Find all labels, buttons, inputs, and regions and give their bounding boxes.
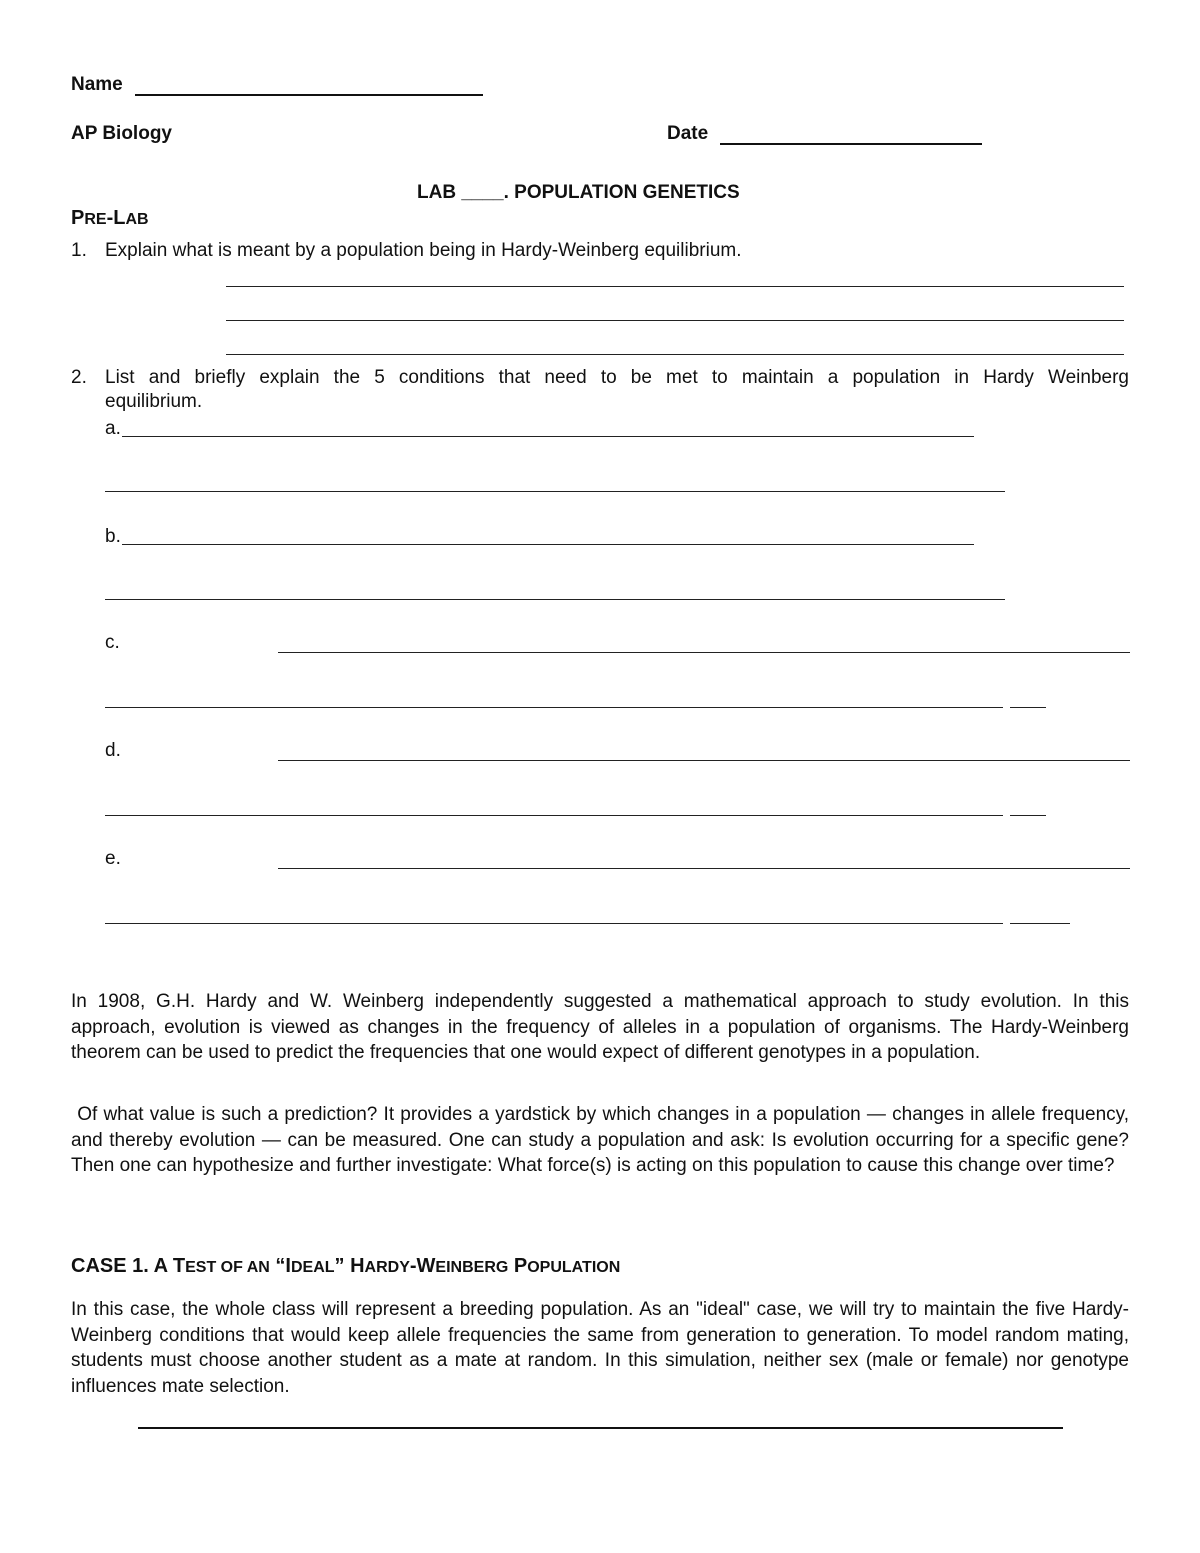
course-label: AP Biology: [71, 123, 172, 144]
case1-heading: CASE 1. A TEST OF AN “IDEAL” HARDY-WEINBERG POPULATION: [71, 1255, 621, 1277]
condition-d-line-1[interactable]: [278, 760, 1130, 761]
condition-b-line-1[interactable]: [122, 544, 974, 545]
condition-d-line-2-tail[interactable]: [1010, 815, 1046, 816]
condition-c-label: c.: [105, 632, 120, 653]
condition-a-label: a.: [105, 418, 121, 439]
intro-paragraph-1: In 1908, G.H. Hardy and W. Weinberg independently suggested a mathematical approach to study evolution. In this approach, evolution is viewed as changes in the frequency of alleles in a population of organisms. The Hardy-Weinberg theorem can be used to predict the frequencies that one would expect of different genotypes in a population.: [71, 991, 1129, 1063]
condition-a-line-1[interactable]: [122, 436, 974, 437]
condition-c-line-2-tail[interactable]: [1010, 707, 1046, 708]
date-field[interactable]: [720, 143, 982, 145]
q1-answer-line-3[interactable]: [226, 354, 1124, 355]
q2-text-line-1: List and briefly explain the 5 conditions that need to be met to maintain a population in Hardy Weinberg: [105, 367, 1129, 388]
page-title: LAB ____. POPULATION GENETICS: [417, 182, 740, 203]
q1-text: Explain what is meant by a population being in Hardy-Weinberg equilibrium.: [105, 240, 742, 261]
condition-e-line-2[interactable]: [105, 923, 1003, 924]
date-label: Date: [667, 123, 709, 144]
q2-text-line-2: equilibrium.: [105, 391, 203, 412]
condition-c-line-2[interactable]: [105, 707, 1003, 708]
q1-answer-line-1[interactable]: [226, 286, 1124, 287]
q2-number: 2.: [71, 367, 87, 388]
condition-c-line-1[interactable]: [278, 652, 1130, 653]
condition-e-label: e.: [105, 848, 121, 869]
condition-d-line-2[interactable]: [105, 815, 1003, 816]
name-label: Name: [71, 74, 123, 95]
intro-paragraph-2: Of what value is such a prediction? It provides a yardstick by which changes in a population — changes in allele frequency, and thereby evolution — can be measured. One can study a population and ask: Is evolution occurring for a specific gene? Then one can hypothesize and further investigate: What force(s) is acting on this population to cause this change over time?: [71, 1104, 1135, 1176]
condition-d-label: d.: [105, 740, 121, 761]
q1-answer-line-2[interactable]: [226, 320, 1124, 321]
condition-b-label: b.: [105, 526, 121, 547]
prelab-heading: PRE-LAB: [71, 207, 149, 229]
condition-b-line-2[interactable]: [105, 599, 1005, 600]
q1-number: 1.: [71, 240, 87, 261]
condition-a-line-2[interactable]: [105, 491, 1005, 492]
bottom-divider: [138, 1427, 1063, 1429]
condition-e-line-2-tail[interactable]: [1010, 923, 1070, 924]
case1-paragraph: In this case, the whole class will represent a breeding population. As an "ideal" case, we will try to maintain the five Hardy-Weinberg conditions that would keep allele frequencies the same from generation to generation. To model random mating, students must choose another student as a mate at random. In this simulation, neither sex (male or female) nor genotype influences mate selection.: [71, 1299, 1129, 1397]
name-field[interactable]: [135, 94, 483, 96]
condition-e-line-1[interactable]: [278, 868, 1130, 869]
